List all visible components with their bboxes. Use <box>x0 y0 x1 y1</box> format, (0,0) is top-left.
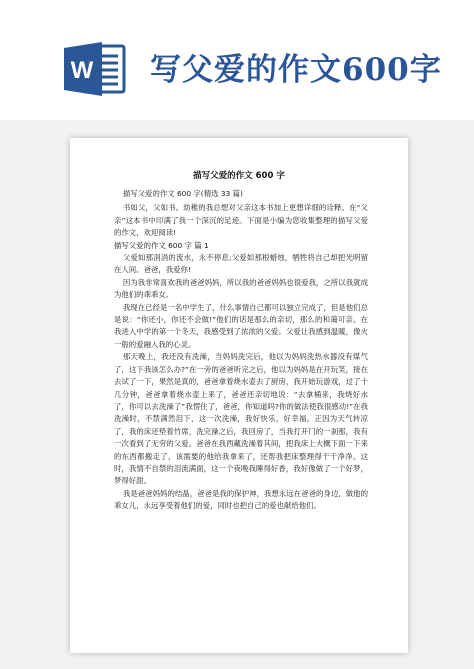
banner-title: 写父爱的作文600字 <box>150 52 442 88</box>
logo-letter: W <box>70 57 94 84</box>
paragraph: 父爱如那涓涓的流水，永不停息;父爱如那根蜡烛，牺牲将自己却把光明留在人间。爸爸，我爱你! <box>114 253 368 275</box>
paragraph: 那天晚上，我还没有洗澡，当妈妈洗完后，他以为妈妈洗热水器没有煤气了，这下我该怎么办?”在一旁的爸爸听完之后，他以为妈妈是在开玩笑，接在去试了一下，果然是真的，爸爸拿着烧水壶去了厨房，我开始玩游戏，过了十几分钟，爸爸拿着烧水壶上来了，爸爸还亲切地说：“去拿桶来，我烧好水了，你可以去洗澡了”我愣住了，爸爸，你知道吗?你的做法使我很感动!”在我洗澡时，不禁满然泪下，这一次洗澡，我好快乐，好幸福。正因为天气转凉了，我的床还垫着竹席，洗完澡之后，我回房了，当我打开门的一刹那，我有一次看到了无穷的父爱。爸爸在我西藏洗澡着其间，把我床上大概下面一下来的东西都搬走了，该需要的他给我拿来了，还帮我把床整理得干干净净。这时，我情不自禁的泪流满面，这一个夜晚我睡得好香，我好像做了一个好梦，梦得好甜。 <box>114 352 368 486</box>
document-body <box>114 188 368 513</box>
document-subtitle: 描写父爱的作文 600 字(精选 33 篇) <box>122 189 243 198</box>
paragraph: 我现在已经是一名中学生了，什么事情自己都可以独立完成了，但是他们总是说：“你还小，你还不会做!”他们的话是那么的亲切，那么的和蔼可亲。在我进入中学的第一个冬天，我感受到了浓浓的父爱。父爱让我感到温暖，像火一般的爱融入我的心灵。 <box>114 302 368 349</box>
paragraph: 我是爸爸妈妈的结晶，爸爸是我的保护神，我想永远在爸爸的身边，做他的乖女儿，永远享受着他们的爱，同时也把自己的爱也献给他们。 <box>114 488 368 511</box>
document-intro: 书如父，父如书。幼稚的我总想对父亲这本书加上更想详细的诠释。在“父亲”这本书中印满了我一个深沉的足迹。下面是小编为您收集整理的描写父爱的作文，欢迎阅读! <box>114 203 368 238</box>
word-doc-icon <box>62 40 128 98</box>
section-heading: 描写父爱的作文 600 字 篇 1 <box>114 240 209 250</box>
paragraph: 因为我非常喜欢我的爸爸妈妈，所以我的爸爸妈妈也很爱我，之所以我就成为他们的乖乖女。 <box>114 277 368 300</box>
document-title: 描写父爱的作文 600 字 <box>193 171 285 181</box>
banner <box>0 0 474 120</box>
document-page <box>70 138 408 653</box>
